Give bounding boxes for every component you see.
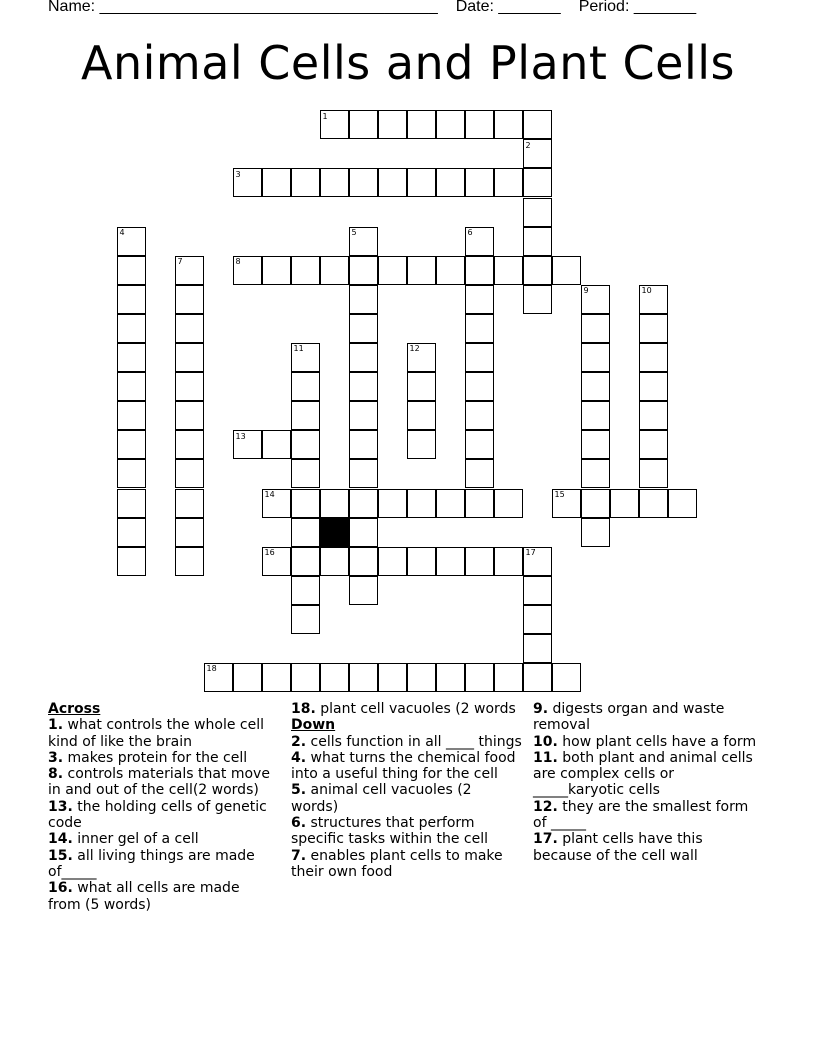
page-title: Animal Cells and Plant Cells	[80, 36, 735, 90]
answer-cell[interactable]	[465, 401, 494, 430]
answer-cell[interactable]	[407, 110, 436, 139]
clue-item	[533, 799, 765, 832]
answer-cell[interactable]	[233, 663, 262, 692]
answer-cell[interactable]	[117, 256, 146, 285]
answer-cell[interactable]	[552, 256, 581, 285]
answer-cell[interactable]	[291, 168, 320, 197]
answer-cell[interactable]	[436, 168, 465, 197]
answer-cell[interactable]	[436, 547, 465, 576]
clue-number-label: 8	[235, 257, 241, 266]
answer-cell[interactable]	[465, 110, 494, 139]
answer-cell[interactable]	[349, 576, 378, 605]
answer-cell[interactable]	[407, 372, 436, 401]
answer-cell[interactable]	[494, 547, 523, 576]
blocked-cell	[320, 518, 349, 547]
across-clues-list	[48, 717, 273, 913]
answer-cell[interactable]	[117, 285, 146, 314]
answer-cell[interactable]	[436, 256, 465, 285]
answer-cell[interactable]	[581, 459, 610, 488]
answer-cell[interactable]	[465, 314, 494, 343]
clue-number: 8.	[48, 766, 64, 783]
answer-cell[interactable]	[407, 401, 436, 430]
answer-cell[interactable]	[349, 489, 378, 518]
answer-cell[interactable]	[610, 489, 639, 518]
clue-number-label: 10	[641, 286, 652, 296]
answer-cell[interactable]	[581, 430, 610, 459]
clue-number: 4.	[291, 749, 307, 766]
clue-number: 9.	[533, 701, 549, 717]
clue-item	[48, 848, 273, 881]
answer-cell[interactable]	[175, 314, 204, 343]
answer-cell[interactable]	[465, 256, 494, 285]
clue-text: plant cells have this because of the cell wall	[533, 831, 703, 864]
answer-cell[interactable]	[117, 547, 146, 576]
answer-cell[interactable]	[639, 430, 668, 459]
answer-cell[interactable]	[494, 663, 523, 692]
answer-cell[interactable]	[175, 489, 204, 518]
answer-cell[interactable]	[378, 256, 407, 285]
answer-cell[interactable]	[552, 663, 581, 692]
answer-cell[interactable]	[291, 547, 320, 576]
clue-number-label: 11	[293, 344, 304, 354]
answer-cell[interactable]	[320, 256, 349, 285]
answer-cell[interactable]	[523, 285, 552, 314]
answer-cell[interactable]	[291, 430, 320, 459]
answer-cell[interactable]	[465, 430, 494, 459]
answer-cell[interactable]	[349, 314, 378, 343]
clue-text: they are the smallest form of _____	[533, 798, 749, 832]
clue-text: digests organ and waste removal	[533, 701, 725, 734]
clue-number-label: 2	[525, 140, 531, 150]
answer-cell[interactable]	[465, 343, 494, 372]
clue-number-label: 15	[554, 489, 565, 499]
clue-number-label: 6	[467, 227, 473, 237]
clue-item	[48, 717, 273, 750]
answer-cell[interactable]	[349, 401, 378, 430]
clue-text: what turns the chemical food into a useful thing for the cell	[291, 749, 516, 783]
answer-cell[interactable]	[117, 343, 146, 372]
answer-cell[interactable]	[320, 489, 349, 518]
answer-cell[interactable]	[117, 314, 146, 343]
answer-cell[interactable]	[465, 547, 494, 576]
answer-cell[interactable]	[407, 663, 436, 692]
answer-cell[interactable]	[291, 518, 320, 547]
answer-cell[interactable]	[494, 110, 523, 139]
clue-text: makes protein for the cell	[63, 749, 248, 766]
clue-text: what controls the whole cell kind of like the brain	[48, 717, 264, 750]
clues-column-1	[48, 701, 273, 913]
clue-item	[533, 750, 765, 799]
clue-item	[48, 831, 273, 847]
clue-item	[291, 815, 523, 848]
answer-cell[interactable]	[320, 663, 349, 692]
answer-cell[interactable]	[494, 168, 523, 197]
name-field[interactable]: Name: ______________________________________	[48, 0, 438, 15]
answer-cell[interactable]	[117, 518, 146, 547]
answer-cell[interactable]	[349, 256, 378, 285]
answer-cell[interactable]	[407, 256, 436, 285]
clue-number: 18.	[291, 701, 316, 717]
clue-item	[291, 750, 523, 783]
answer-cell[interactable]	[349, 343, 378, 372]
clue-number-label: 12	[409, 344, 420, 354]
answer-cell[interactable]	[581, 314, 610, 343]
clue-number: 12.	[533, 798, 558, 815]
answer-cell[interactable]	[465, 372, 494, 401]
down-clues-list	[291, 734, 523, 881]
clue-item	[48, 799, 273, 832]
clue-item	[291, 701, 523, 717]
answer-cell[interactable]	[291, 576, 320, 605]
clue-text: inner gel of a cell	[72, 831, 199, 848]
answer-cell[interactable]	[378, 663, 407, 692]
answer-cell[interactable]	[175, 401, 204, 430]
answer-cell[interactable]	[349, 430, 378, 459]
clue-number-label: 9	[583, 286, 589, 296]
answer-cell[interactable]	[262, 168, 291, 197]
answer-cell[interactable]	[117, 430, 146, 459]
answer-cell[interactable]	[436, 110, 465, 139]
clue-number-label: 13	[235, 431, 246, 441]
clue-number: 11.	[533, 749, 558, 766]
answer-cell[interactable]	[639, 343, 668, 372]
answer-cell[interactable]	[291, 459, 320, 488]
answer-cell[interactable]	[175, 343, 204, 372]
clue-item	[48, 766, 273, 799]
answer-cell[interactable]	[349, 547, 378, 576]
clue-text: what all cells are made from (5 words)	[48, 880, 240, 913]
clue-number-label: 5	[351, 227, 357, 237]
across-clues-list-continued	[291, 701, 523, 717]
answer-cell[interactable]	[291, 256, 320, 285]
answer-cell[interactable]	[581, 489, 610, 518]
answer-cell[interactable]	[378, 110, 407, 139]
clue-number: 10.	[533, 733, 558, 750]
date-field[interactable]: Date: _______	[455, 0, 561, 15]
answer-cell[interactable]	[639, 372, 668, 401]
answer-cell[interactable]	[494, 256, 523, 285]
clue-number: 13.	[48, 798, 73, 815]
answer-cell[interactable]	[465, 285, 494, 314]
answer-cell[interactable]	[523, 576, 552, 605]
answer-cell[interactable]	[262, 663, 291, 692]
clue-number-label: 18	[206, 664, 217, 674]
clue-item	[48, 750, 273, 766]
answer-cell[interactable]	[262, 256, 291, 285]
clues-column-2	[291, 701, 523, 880]
clue-item	[291, 734, 523, 750]
answer-cell[interactable]	[117, 489, 146, 518]
clue-number-label: 17	[525, 548, 536, 557]
clue-number: 17.	[533, 831, 558, 848]
clue-text: how plant cells have a form	[557, 733, 757, 750]
answer-cell[interactable]	[523, 605, 552, 634]
answer-cell[interactable]	[494, 489, 523, 518]
answer-cell[interactable]	[291, 489, 320, 518]
answer-cell[interactable]	[581, 343, 610, 372]
clue-number-label: 7	[177, 257, 183, 266]
clue-number: 2.	[291, 733, 307, 750]
answer-cell[interactable]	[639, 401, 668, 430]
clue-item	[291, 782, 523, 815]
answer-cell[interactable]	[378, 489, 407, 518]
answer-cell[interactable]	[581, 518, 610, 547]
answer-cell[interactable]	[175, 285, 204, 314]
clue-item	[291, 848, 523, 881]
clue-number-label: 16	[264, 548, 275, 557]
answer-cell[interactable]	[175, 547, 204, 576]
clue-number: 15.	[48, 847, 73, 864]
answer-cell[interactable]	[407, 430, 436, 459]
answer-cell[interactable]	[291, 401, 320, 430]
answer-cell[interactable]	[291, 605, 320, 634]
clue-number: 3.	[48, 749, 64, 766]
clue-text: cells function in all ____ things	[306, 733, 522, 750]
answer-cell[interactable]	[175, 459, 204, 488]
answer-cell[interactable]	[465, 663, 494, 692]
clue-number: 14.	[48, 831, 73, 848]
clue-number-label: 4	[119, 227, 125, 237]
answer-cell[interactable]	[349, 168, 378, 197]
answer-cell[interactable]	[349, 110, 378, 139]
answer-cell[interactable]	[349, 285, 378, 314]
clue-text: the holding cells of genetic code	[48, 798, 267, 832]
answer-cell[interactable]	[465, 489, 494, 518]
answer-cell[interactable]	[581, 372, 610, 401]
down-clues-list-continued	[533, 701, 765, 864]
answer-cell[interactable]	[175, 518, 204, 547]
answer-cell[interactable]	[117, 459, 146, 488]
clue-text: structures that perform specific tasks within the cell	[291, 815, 488, 848]
clue-text: both plant and animal cells are complex cells or _____karyotic cells	[533, 749, 753, 799]
answer-cell[interactable]	[175, 372, 204, 401]
clue-number: 5.	[291, 782, 307, 799]
answer-cell[interactable]	[523, 168, 552, 197]
answer-cell[interactable]	[291, 372, 320, 401]
answer-cell[interactable]	[639, 459, 668, 488]
answer-cell[interactable]	[523, 227, 552, 256]
answer-cell[interactable]	[175, 430, 204, 459]
answer-cell[interactable]	[117, 372, 146, 401]
answer-cell[interactable]	[349, 459, 378, 488]
answer-cell[interactable]	[349, 372, 378, 401]
answer-cell[interactable]	[465, 459, 494, 488]
clue-number: 1.	[48, 717, 64, 734]
clue-number: 16.	[48, 880, 73, 897]
answer-cell[interactable]	[407, 547, 436, 576]
answer-cell[interactable]	[407, 168, 436, 197]
answer-cell[interactable]	[291, 663, 320, 692]
down-heading: Down	[291, 717, 336, 734]
clue-item	[533, 701, 765, 734]
clue-item	[533, 831, 765, 864]
clue-text: controls materials that move in and out of the cell(2 words)	[48, 766, 270, 799]
clues-column-3	[533, 701, 765, 864]
answer-cell[interactable]	[320, 547, 349, 576]
clue-number: 7.	[291, 847, 307, 864]
answer-cell[interactable]	[378, 547, 407, 576]
clue-number-label: 1	[322, 111, 328, 121]
answer-cell[interactable]	[523, 663, 552, 692]
answer-cell[interactable]	[523, 110, 552, 139]
answer-cell[interactable]	[581, 401, 610, 430]
answer-cell[interactable]	[320, 168, 349, 197]
clue-number-label: 14	[264, 489, 275, 499]
answer-cell[interactable]	[668, 489, 697, 518]
answer-cell[interactable]	[523, 198, 552, 227]
across-heading: Across	[48, 701, 101, 717]
answer-cell[interactable]	[523, 256, 552, 285]
answer-cell[interactable]	[349, 663, 378, 692]
clue-text: animal cell vacuoles (2 words)	[291, 782, 472, 815]
answer-cell[interactable]	[465, 168, 494, 197]
answer-cell[interactable]	[639, 314, 668, 343]
clue-text: all living things are made of_____	[48, 847, 255, 880]
answer-cell[interactable]	[378, 168, 407, 197]
period-field[interactable]: Period: _______	[578, 0, 697, 15]
clue-text: plant cell vacuoles (2 words	[315, 701, 516, 717]
clue-number: 6.	[291, 815, 307, 832]
clue-text: enables plant cells to make their own food	[291, 847, 503, 880]
answer-cell[interactable]	[523, 634, 552, 663]
answer-cell[interactable]	[262, 430, 291, 459]
clue-number-label: 3	[235, 169, 241, 179]
clue-item	[533, 734, 765, 750]
answer-cell[interactable]	[349, 518, 378, 547]
answer-cell[interactable]	[407, 489, 436, 518]
answer-cell[interactable]	[436, 663, 465, 692]
answer-cell[interactable]	[117, 401, 146, 430]
answer-cell[interactable]	[436, 489, 465, 518]
answer-cell[interactable]	[639, 489, 668, 518]
clue-item	[48, 880, 273, 913]
